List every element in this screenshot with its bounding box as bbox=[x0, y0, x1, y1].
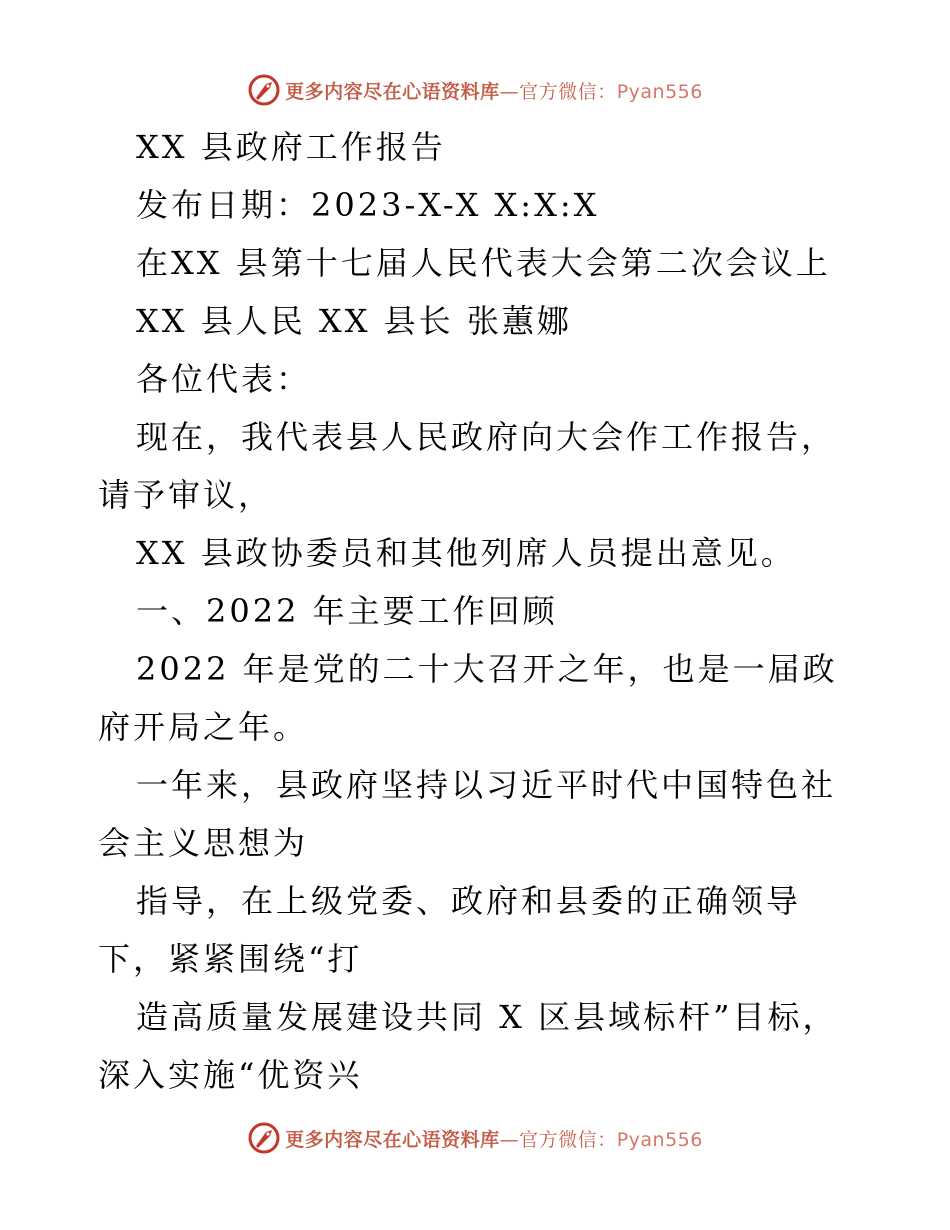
watermark-account-label: 官方微信： bbox=[519, 1128, 617, 1151]
pen-nib-logo-icon bbox=[247, 73, 281, 107]
watermark-dash: — bbox=[499, 80, 520, 103]
salutation: 各位代表： bbox=[136, 360, 312, 398]
pen-nib-logo-icon bbox=[247, 1121, 281, 1155]
section-heading: 一、2022 年主要工作回顾 bbox=[136, 592, 558, 630]
watermark-site: 更多内容尽在心语资料库 bbox=[285, 1128, 500, 1151]
watermark-dash: — bbox=[499, 1128, 520, 1151]
body-paragraph: 现在，我代表县人民政府向大会作工作报告，请予审议， bbox=[98, 418, 837, 514]
meeting-line: 在XX 县第十七届人民代表大会第二次会议上 bbox=[136, 244, 831, 282]
body-paragraph: 造高质量发展建设共同 X 区县域标杆”目标，深入实施“优资兴 bbox=[98, 998, 838, 1094]
body-paragraph: XX 县政协委员和其他列席人员提出意见。 bbox=[136, 534, 796, 572]
publish-date: 发布日期：2023-X-X X:X:X bbox=[136, 186, 600, 224]
speaker-line: XX 县人民 XX 县长 张蕙娜 bbox=[136, 302, 572, 340]
watermark-text bbox=[285, 77, 703, 104]
watermark-account-label: 官方微信： bbox=[519, 80, 617, 103]
body-paragraph: 一年来，县政府坚持以习近平时代中国特色社会主义思想为 bbox=[98, 766, 837, 862]
watermark-account-id: Pyan556 bbox=[616, 80, 703, 103]
document-title: XX 县政府工作报告 bbox=[136, 128, 446, 166]
watermark-site: 更多内容尽在心语资料库 bbox=[285, 80, 500, 103]
watermark-account-id: Pyan556 bbox=[616, 1128, 703, 1151]
watermark-banner-top bbox=[0, 70, 950, 110]
document-body bbox=[98, 118, 868, 1104]
watermark-text bbox=[285, 1125, 703, 1152]
body-paragraph: 指导，在上级党委、政府和县委的正确领导下，紧紧围绕“打 bbox=[98, 882, 802, 978]
body-paragraph: 2022 年是党的二十大召开之年，也是一届政府开局之年。 bbox=[98, 650, 838, 746]
watermark-banner-bottom bbox=[0, 1118, 950, 1158]
